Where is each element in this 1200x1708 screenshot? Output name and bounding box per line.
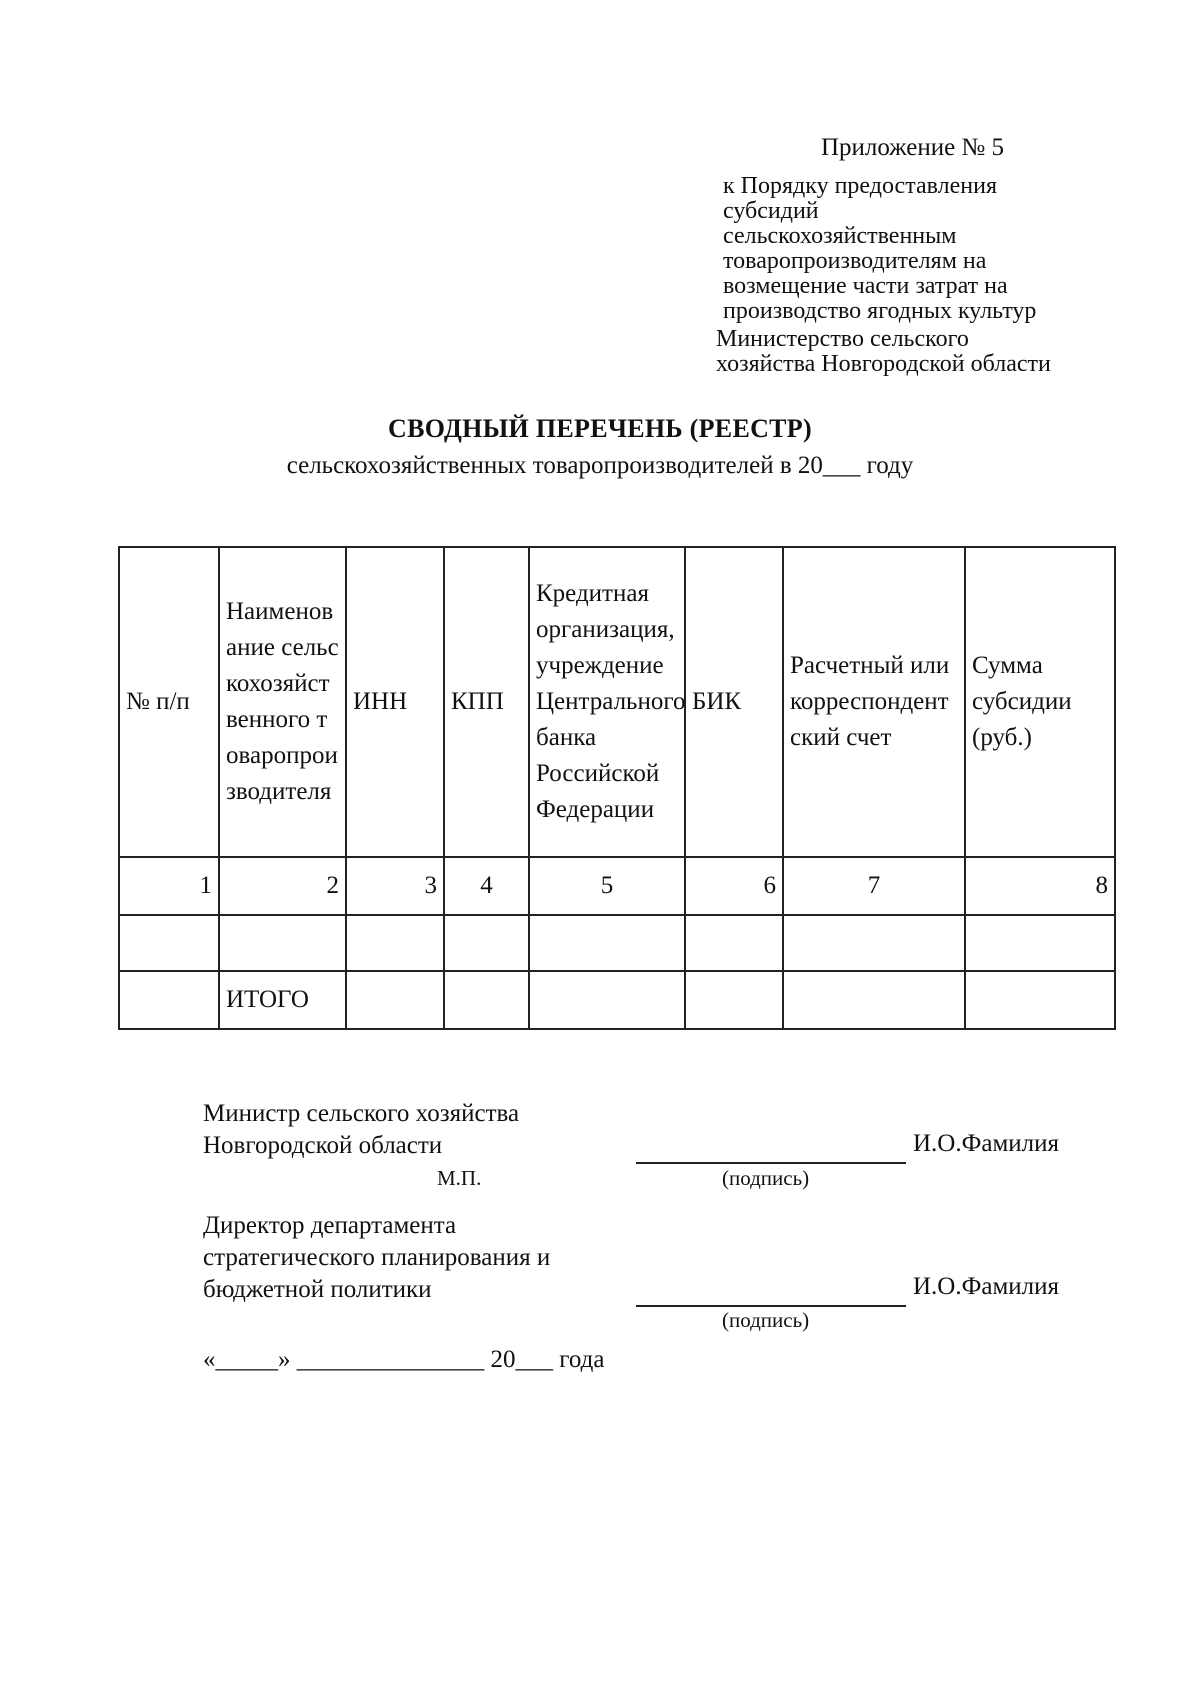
registry-table — [118, 546, 1116, 1030]
column-number: 3 — [346, 857, 444, 915]
empty-cell — [219, 915, 346, 971]
empty-cell — [685, 915, 783, 971]
minister-name: И.О.Фамилия — [913, 1130, 1060, 1157]
appendix-line: к Порядку предоставления — [723, 173, 998, 199]
header-account: Расчетный или корреспондентский счет — [783, 547, 965, 857]
total-label: ИТОГО — [219, 971, 346, 1029]
empty-cell — [346, 971, 444, 1029]
minister-signature-line — [636, 1162, 906, 1164]
empty-cell — [529, 971, 685, 1029]
empty-cell — [685, 971, 783, 1029]
column-number: 2 — [219, 857, 346, 915]
header-kpp: КПП — [444, 547, 529, 857]
total-row — [119, 971, 1115, 1029]
minister-position-line: Министр сельского хозяйства — [203, 1100, 520, 1127]
column-number: 1 — [119, 857, 219, 915]
document-subtitle: сельскохозяйственных товаропроизводителей в 20___ году — [286, 452, 914, 479]
header-bik: БИК — [685, 547, 783, 857]
appendix-number: Приложение № 5 — [821, 134, 1005, 161]
column-number: 5 — [529, 857, 685, 915]
appendix-reference — [723, 174, 1036, 324]
appendix-line: производство ягодных культур — [723, 298, 1037, 324]
director-signature-line — [636, 1305, 906, 1307]
header-number: № п/п — [119, 547, 219, 857]
column-number: 7 — [783, 857, 965, 915]
appendix-line: сельскохозяйственным — [723, 223, 957, 249]
director-position-line: бюджетной политики — [203, 1276, 432, 1303]
column-number: 4 — [444, 857, 529, 915]
empty-cell — [119, 915, 219, 971]
column-number-row — [119, 857, 1115, 915]
empty-cell — [119, 971, 219, 1029]
column-number: 8 — [965, 857, 1115, 915]
director-signature-caption: (подпись) — [722, 1308, 810, 1332]
empty-cell — [965, 971, 1115, 1029]
director-position — [203, 1210, 550, 1306]
empty-cell — [444, 915, 529, 971]
table-row — [119, 915, 1115, 971]
empty-cell — [965, 915, 1115, 971]
appendix-line: субсидий — [723, 198, 819, 224]
ministry-line: Министерство сельского — [716, 326, 969, 352]
document-title: СВОДНЫЙ ПЕРЕЧЕНЬ (РЕЕСТР) — [388, 414, 812, 443]
director-name: И.О.Фамилия — [913, 1273, 1060, 1300]
empty-cell — [529, 915, 685, 971]
minister-position-line: Новгородской области — [203, 1132, 443, 1159]
minister-position — [203, 1098, 519, 1162]
director-position-line: Директор департамента — [203, 1212, 457, 1239]
minister-signature-caption: (подпись) — [722, 1166, 810, 1190]
appendix-ministry — [716, 327, 1051, 377]
appendix-line: возмещение части затрат на — [723, 273, 1008, 299]
header-credit-organization: Кредитная организация, учреждение Центрального банка Российской Федерации — [529, 547, 685, 857]
empty-cell — [444, 971, 529, 1029]
column-number: 6 — [685, 857, 783, 915]
header-inn: ИНН — [346, 547, 444, 857]
empty-cell — [783, 915, 965, 971]
date-line: «_____» _______________ 20___ года — [203, 1346, 605, 1373]
empty-cell — [783, 971, 965, 1029]
header-producer-name: Наименование сельскохозяйственного товаропроизводителя — [219, 547, 346, 857]
header-row — [119, 547, 1115, 857]
director-position-line: стратегического планирования и — [203, 1244, 551, 1271]
seal-mark: М.П. — [437, 1166, 482, 1190]
header-subsidy-amount: Сумма субсидии (руб.) — [965, 547, 1115, 857]
empty-cell — [346, 915, 444, 971]
ministry-line: хозяйства Новгородской области — [716, 351, 1051, 377]
appendix-line: товаропроизводителям на — [723, 248, 987, 274]
